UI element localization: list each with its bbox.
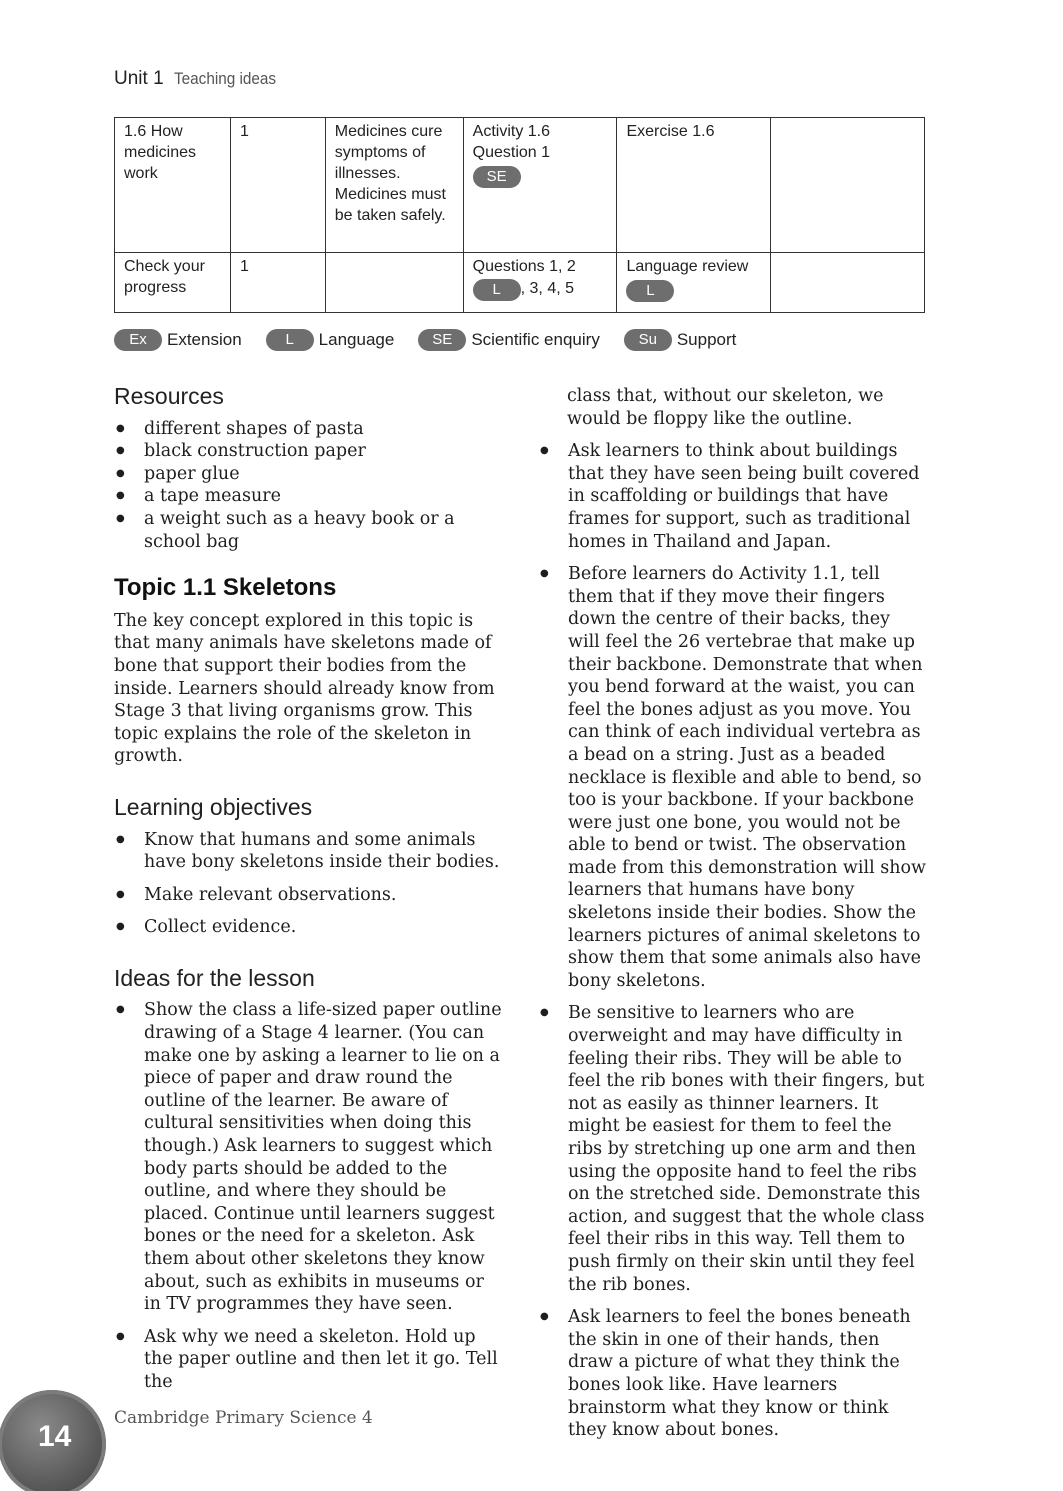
ideas-list bbox=[114, 999, 506, 1393]
table-row bbox=[115, 253, 925, 313]
legend-label: Scientific enquiry bbox=[471, 330, 600, 349]
table-cell-topic: Check your progress bbox=[115, 253, 231, 313]
ideas-heading: Ideas for the lesson bbox=[114, 964, 315, 991]
legend-item bbox=[418, 329, 600, 351]
table-cell-outcomes bbox=[325, 253, 463, 313]
table-cell-extra bbox=[771, 118, 925, 253]
badge-language: L bbox=[626, 280, 674, 302]
badge-legend bbox=[114, 329, 760, 351]
list-item: ● a weight such as a heavy book or a school bag bbox=[114, 508, 506, 553]
learner-book-text: Questions 1, 2 bbox=[472, 258, 576, 275]
list-item: ● Make relevant observations. bbox=[114, 884, 506, 907]
resources-heading: Resources bbox=[114, 383, 224, 409]
list-item: ● Show the class a life-sized paper outline drawing of a Stage 4 learner. (You can make one by asking a learner to lie on a piece of paper and draw round the outline of the learner. Be aware of cultural sensitivities when doing this though.) Ask learners to suggest which body parts should be added to the outline, and where they should be placed. Continue until learners suggest bones or the need for a skeleton. Ask them about other skeletons they know about, such as exhibits in museums or in TV programmes they have seen. bbox=[114, 999, 506, 1315]
right-column bbox=[538, 385, 926, 1452]
table-cell-topic: 1.6 How medicines work bbox=[115, 118, 231, 253]
unit-label: Unit 1 bbox=[114, 68, 164, 89]
table-cell-learner-book bbox=[463, 118, 617, 253]
objectives-heading: Learning objectives bbox=[114, 793, 313, 820]
badge-language: L bbox=[473, 279, 521, 301]
topic-intro: The key concept explored in this topic is that many animals have skeletons made of bone that support their bodies from the inside. Learners should already know from Stage 3 that living organisms grow. This topic explains the role of the skeleton in growth. bbox=[114, 610, 495, 767]
badge-language: L bbox=[266, 329, 314, 351]
left-column bbox=[114, 385, 506, 1404]
list-item: ● Ask why we need a skeleton. Hold up the paper outline and then let it go. Tell the bbox=[114, 1326, 506, 1394]
legend-label: Extension bbox=[167, 330, 242, 349]
list-item: ● Be sensitive to learners who are overweight and may have difficulty in feeling their ribs. They will be able to feel the rib bones with their fingers, but not as easily as thinner learners. It might be easiest for them to feel the ribs by stretching up one arm and then using the opposite hand to feel the ribs on the stretched side. Demonstrate this action, and suggest that the whole class feel their ribs in this way. Tell them to push firmly on their skin until they feel the rib bones. bbox=[538, 1002, 926, 1296]
list-item: ● Collect evidence. bbox=[114, 916, 506, 939]
ideas-list-continued bbox=[538, 440, 926, 1442]
list-item: ● Before learners do Activity 1.1, tell them that if they move their fingers down the centre of their backs, they will feel the 26 vertebrae that make up their backbone. Demonstrate that when you bend forward at the waist, you can feel the bones adjust as you move. You can think of each individual vertebra as a bead on a string. Just as a beaded necklace is flexible and able to bend, so too is your backbone. If your backbone were just one bone, you would not be able to bend or twist. The observation made from this demonstration will show learners that humans have bony skeletons inside their bodies. Show the learners pictures of animal skeletons to show them that some animals also have bony skeletons. bbox=[538, 563, 926, 992]
page-header bbox=[114, 68, 288, 90]
table-cell-periods: 1 bbox=[230, 118, 325, 253]
table-cell-outcomes: Medicines cure symptoms of illnesses. Medicines must be taken safely. bbox=[325, 118, 463, 253]
list-item: ● black construction paper bbox=[114, 440, 506, 463]
table-row bbox=[115, 118, 925, 253]
list-item: ● Ask learners to feel the bones beneath the skin in one of their hands, then draw a picture of what they think the bones look like. Have learners brainstorm what they know or think they know about bones. bbox=[538, 1306, 926, 1442]
topic-heading: Topic 1.1 Skeletons bbox=[114, 574, 337, 602]
legend-item bbox=[114, 329, 242, 351]
table-cell-workbook bbox=[617, 253, 771, 313]
badge-extension: Ex bbox=[114, 329, 162, 351]
legend-item bbox=[624, 329, 737, 351]
badge-support: Su bbox=[624, 329, 672, 351]
book-title: Cambridge Primary Science 4 bbox=[114, 1408, 373, 1428]
badge-scientific-enquiry: SE bbox=[473, 166, 521, 188]
list-item: ● Ask learners to think about buildings that they have seen being built covered in scaffolding or buildings that have frames for support, such as traditional homes in Thailand and Japan. bbox=[538, 440, 926, 553]
legend-label: Support bbox=[676, 330, 737, 349]
legend-label: Language bbox=[318, 330, 395, 349]
workbook-text: Language review bbox=[626, 258, 749, 275]
page-number: 14 bbox=[38, 1420, 72, 1453]
list-item: ● Know that humans and some animals have bony skeletons inside their bodies. bbox=[114, 829, 506, 874]
resources-list bbox=[114, 418, 506, 554]
learner-book-text: Activity 1.6 Question 1 bbox=[472, 123, 551, 161]
unit-subtitle: Teaching ideas bbox=[174, 69, 277, 88]
table-cell-periods: 1 bbox=[230, 253, 325, 313]
badge-scientific-enquiry: SE bbox=[418, 329, 466, 351]
objectives-list bbox=[114, 829, 506, 939]
ideas-continuation: class that, without our skeleton, we would be floppy like the outline. bbox=[567, 386, 884, 429]
learner-book-text-cont: , 3, 4, 5 bbox=[520, 280, 575, 298]
table-cell-extra bbox=[771, 253, 925, 313]
teaching-plan-table bbox=[114, 117, 925, 313]
list-item: ● a tape measure bbox=[114, 485, 506, 508]
legend-item bbox=[266, 329, 395, 351]
table-cell-learner-book bbox=[463, 253, 617, 313]
table-cell-workbook: Exercise 1.6 bbox=[617, 118, 771, 253]
list-item: ● paper glue bbox=[114, 463, 506, 486]
list-item: ● different shapes of pasta bbox=[114, 418, 506, 441]
